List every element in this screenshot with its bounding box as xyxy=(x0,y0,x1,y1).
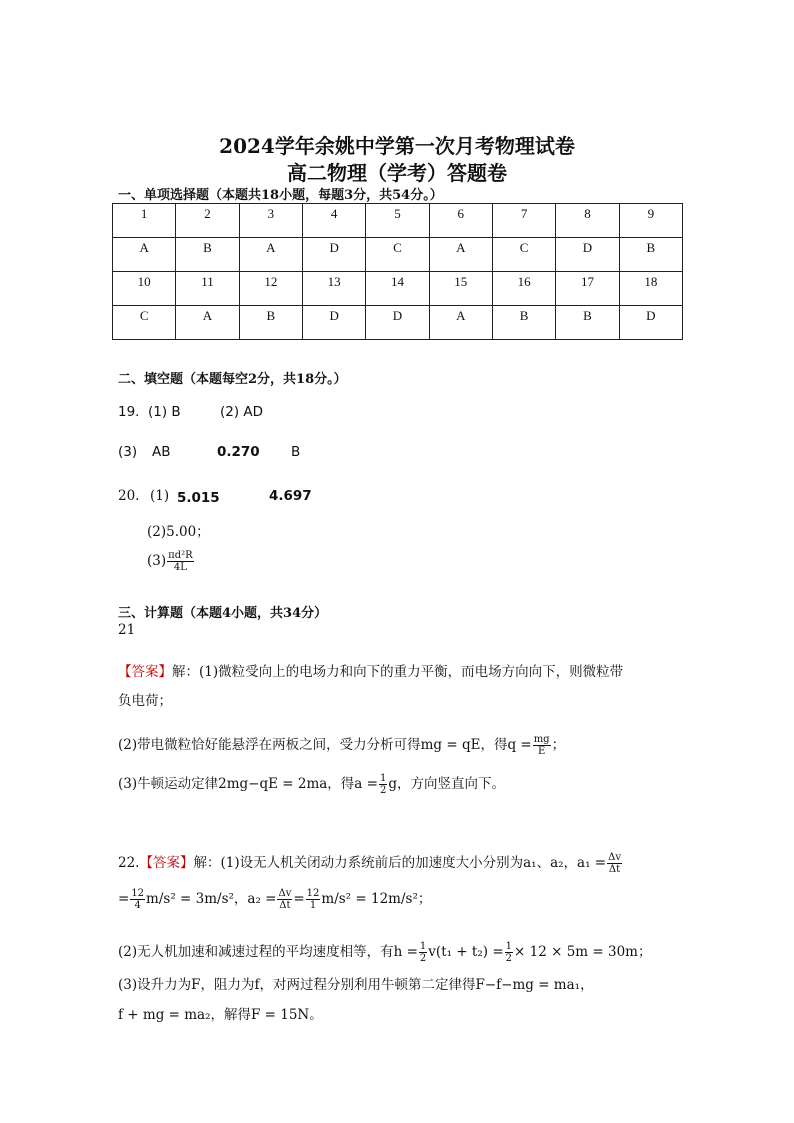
question-number-cell: 13 xyxy=(302,272,365,306)
question-number-cell: 18 xyxy=(619,272,682,306)
answer-cell: B xyxy=(492,306,555,340)
q22-line3-fraction2 xyxy=(505,941,513,964)
q22-line2-fraction2-num: Δv xyxy=(278,888,292,899)
q22-line2-fraction1-den: 4 xyxy=(134,900,141,911)
question-number-cell: 2 xyxy=(176,204,239,238)
q20-fraction-num: πd²R xyxy=(168,550,193,561)
q21-line4 xyxy=(118,772,505,796)
q22-line2-eq: = xyxy=(118,891,130,907)
q21-line3 xyxy=(118,733,565,757)
answer-cell: A xyxy=(113,238,176,272)
q19-part2: (2) AD xyxy=(220,404,264,420)
q20-part1: (1) xyxy=(150,488,170,504)
q21-line4-fraction xyxy=(379,773,387,796)
q22-line2-fraction3-num: 12 xyxy=(306,888,320,899)
question-number-cell: 5 xyxy=(366,204,429,238)
answer-row xyxy=(113,238,683,272)
q22-line3-text-c: × 12 × 5m = 30m； xyxy=(514,944,652,960)
answer-cell: D xyxy=(302,306,365,340)
question-number-cell: 9 xyxy=(619,204,682,238)
question-number-cell: 14 xyxy=(366,272,429,306)
section3-heading: 三、计算题（本题4小题，共34分） xyxy=(118,606,328,621)
q22-line2-text-c: m/s² = 12m/s²； xyxy=(321,891,432,907)
q22-line2-text-b: = xyxy=(293,891,305,907)
answer-cell: C xyxy=(113,306,176,340)
question-number-cell: 15 xyxy=(429,272,492,306)
q20-fraction-den: 4L xyxy=(173,562,187,573)
q22-line5: f + mg = ma₂，解得F = 15N。 xyxy=(118,1007,323,1023)
q21-line1-text: 解：(1)微粒受向上的电场力和向下的重力平衡，而电场方向向下，则微粒带 xyxy=(172,664,624,680)
answer-cell: C xyxy=(492,238,555,272)
q22-line1-text: 解：(1)设无人机关闭动力系统前后的加速度大小分别为a₁、a₂，a₁ = xyxy=(193,855,607,871)
q20-fraction xyxy=(167,550,194,573)
answer-cell: D xyxy=(619,306,682,340)
exam-title: 2024学年余姚中学第一次月考物理试卷 xyxy=(219,134,575,158)
answer-cell: D xyxy=(302,238,365,272)
q22-line3 xyxy=(118,940,651,964)
question-number-cell: 1 xyxy=(113,204,176,238)
question-number-cell: 4 xyxy=(302,204,365,238)
q20-part3 xyxy=(147,550,195,573)
q21-line3-fraction-den: E xyxy=(537,746,546,757)
q22-line2-fraction1-num: 12 xyxy=(131,888,145,899)
answer-cell: A xyxy=(429,306,492,340)
exam-subtitle: 高二物理（学考）答题卷 xyxy=(287,161,507,185)
q21-answer-tag: 【答案】 xyxy=(118,664,172,680)
q22-line2-fraction3-den: 1 xyxy=(309,900,317,911)
q21-line4-text: (3)牛顿运动定律2mg−qE = 2ma，得a = xyxy=(118,776,378,792)
answer-cell: B xyxy=(619,238,682,272)
q21-line3-text: (2)带电微粒恰好能悬浮在两板之间，受力分析可得mg = qE，得q = xyxy=(118,737,532,753)
answer-table xyxy=(112,203,683,340)
q21-line3-fraction xyxy=(533,734,551,757)
answer-cell: B xyxy=(176,238,239,272)
q21-line4-end: g，方向竖直向下。 xyxy=(388,776,505,792)
q22-line3-text-a: (2)无人机加速和减速过程的平均速度相等，有h = xyxy=(118,944,418,960)
q22-line3-fraction1-num: 1 xyxy=(419,941,427,952)
q19-answer-b: B xyxy=(291,444,301,460)
question-number-cell: 12 xyxy=(239,272,302,306)
q21-line3-fraction-num: mg xyxy=(533,734,550,745)
answer-cell: A xyxy=(239,238,302,272)
q22-line2 xyxy=(118,887,431,911)
answer-cell: C xyxy=(366,238,429,272)
section1-heading: 一、单项选择题（本题共18小题，每题3分，共54分。） xyxy=(118,188,443,203)
question-number-cell: 16 xyxy=(492,272,555,306)
question-number-cell: 3 xyxy=(239,204,302,238)
question-number-cell: 6 xyxy=(429,204,492,238)
q22-line1-fraction xyxy=(607,852,622,875)
q22-answer-tag: 【答案】 xyxy=(139,855,194,871)
q21-line3-end: ； xyxy=(551,737,566,753)
q22-line3-fraction1-den: 2 xyxy=(419,953,427,964)
question-number-row xyxy=(113,272,683,306)
question-number-row xyxy=(113,204,683,238)
q22-line3-fraction1 xyxy=(419,941,427,964)
q22-line4: (3)设升力为F，阻力为f，对两过程分别利用牛顿第二定律得F−f−mg = ma₁， xyxy=(118,977,594,993)
q22-line1-fraction-den: Δt xyxy=(608,864,621,875)
q20-answer2: 4.697 xyxy=(269,488,312,504)
q22-line2-fraction3 xyxy=(306,888,321,911)
question-number-cell: 8 xyxy=(556,204,619,238)
question-number-cell: 11 xyxy=(176,272,239,306)
answer-cell: B xyxy=(239,306,302,340)
q22-number: 22. xyxy=(118,855,140,871)
answer-cell: B xyxy=(556,306,619,340)
q21-line4-fraction-den: 2 xyxy=(379,785,387,796)
q20-part2: (2)5.00； xyxy=(147,524,210,540)
q21-number: 21 xyxy=(118,622,136,638)
question-number-cell: 7 xyxy=(492,204,555,238)
q21-line1 xyxy=(118,660,623,680)
q22-line2-text-a: m/s² = 3m/s²，a₂ = xyxy=(146,891,277,907)
answer-row xyxy=(113,306,683,340)
q22-line2-fraction2 xyxy=(277,888,292,911)
q19-part1: (1) B xyxy=(148,404,181,420)
q19-answer-ab: AB xyxy=(152,444,171,460)
answer-cell: A xyxy=(176,306,239,340)
q19-answer-value: 0.270 xyxy=(217,444,260,460)
q20-part3-label: (3) xyxy=(147,553,167,569)
q22-line3-fraction2-den: 2 xyxy=(505,953,513,964)
q22-line2-fraction2-den: Δt xyxy=(279,900,291,911)
answer-cell: A xyxy=(429,238,492,272)
q20-number: 20. xyxy=(118,488,140,504)
q21-line4-fraction-num: 1 xyxy=(379,773,387,784)
q22-line1-fraction-num: Δv xyxy=(608,852,621,863)
question-number-cell: 17 xyxy=(556,272,619,306)
q20-answer1: 5.015 xyxy=(177,490,220,506)
q22-line3-fraction2-num: 1 xyxy=(505,941,513,952)
q22-line2-fraction1 xyxy=(130,888,145,911)
answer-cell: D xyxy=(366,306,429,340)
q22-line3-text-b: v(t₁ + t₂) = xyxy=(428,944,504,960)
answer-cell: D xyxy=(556,238,619,272)
question-number-cell: 10 xyxy=(113,272,176,306)
q19-number: 19. xyxy=(118,404,140,420)
q19-part3: (3) xyxy=(118,444,138,460)
q22-line1 xyxy=(118,851,623,875)
section2-heading: 二、填空题（本题每空2分，共18分。） xyxy=(118,372,347,387)
q21-line2: 负电荷； xyxy=(118,693,172,709)
